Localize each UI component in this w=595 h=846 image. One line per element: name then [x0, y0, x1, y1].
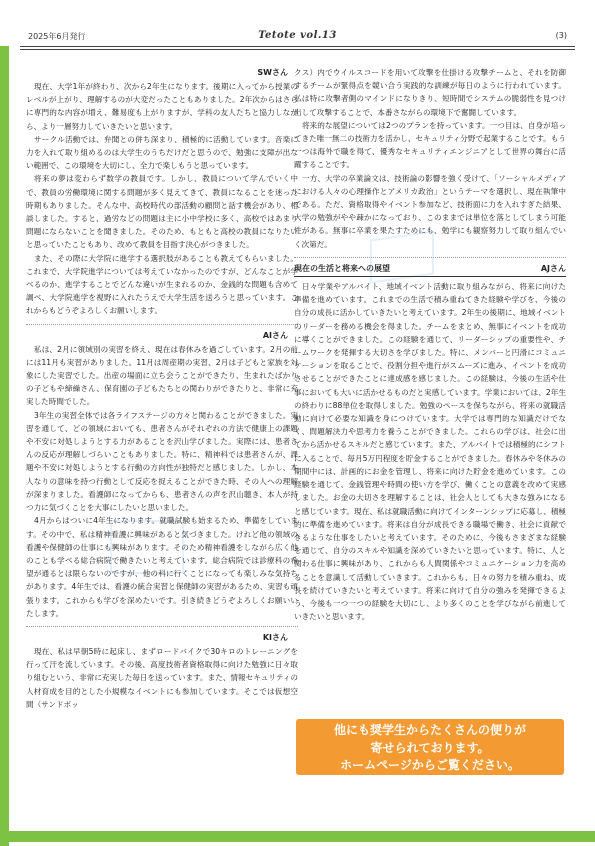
section-heading	[294, 262, 566, 277]
section-divider	[26, 626, 298, 627]
section-divider	[26, 324, 298, 325]
author-ai: AIさん	[262, 330, 288, 340]
bottom-accent-bar	[0, 831, 595, 842]
header-rule-secondary	[20, 49, 575, 50]
ki-paragraph-1: 現在、私は早朝5時に起床し、まずロードバイクで30キロのトレーニングを行って汗を流しています。その後、高度技術者資格取得に向けた勉強に日々取り組むという、非常に充実した毎日を送っています。また、情報セキュリティの人材育成を目的とした小規模なイベントにも参加しています。そこでは仮想空間（サンドボッ	[26, 646, 299, 709]
section-divider	[294, 257, 566, 258]
ai-paragraph-2: 3年生の実習全体では各ライフステージの方々と関わることができました。実習を通して、どの領域においても、患者さんがそれぞれの方法で健康上の課題や不安に対処しようとする力があることを沢山学びました。実際には、患者さんの反応が理解しづらいこともありました。特に、精神科では患者さんが、課題や不安に対処しようとする行動の方向性が独特だと感じました。しかし、本人なりの意味を持つ行動として反応を捉えることができた時、その人への理解が深まりました。看護師になってからも、患者さんの声を沢山聴き、本人が持つ力に気づくことを大事にしたいと思いました。	[26, 410, 298, 513]
sw-paragraph-2: サークル活動では、弁聞との併ち深まり、積極的に活動しています。音楽に力を入れて取り組めるのは大学生のうちだけだと思うので、勉強に支障が出ない範囲で、この環境を大切にし、全力で楽しもうと思っています。	[26, 134, 298, 171]
page-header	[20, 30, 575, 44]
right-column	[294, 66, 566, 623]
ai-paragraph-1: 私は、2月に領域別の実習を終え、現在は春休みを過ごしています。2月の前には11月も実習がありました。11月は周産期の実習、2月は子どもと家族を対象にした実習でした。出産の場面に立ち会うことができたり、生まれたばかりの子どもや締繰さん、保育園の子どもたちとの関わりができたりと、非常に充実した時間でした。	[26, 344, 298, 407]
section-title: 現在の生活と将来への展望	[294, 263, 390, 273]
callout-line-1: 他にも奨学生からたくさんの便りが	[333, 723, 526, 737]
author-aj: AJさん	[540, 263, 566, 273]
author-sw: SWさん	[257, 68, 288, 77]
ai-paragraph-3: 4月からはついに4年生になります。就職試験も始まるため、準備をしています。その中で、私は精神看護に興味があると気づきました。けれど他の領域の看護や保健師の仕事にも興味があります。そのため精神看護をしながら広く他のことも学べる総合病院で働きたいと考えています。総合病院では診療科の希望が通るとは限らないのですが、他の科に行くことになっても楽しみな気持ちがあります。4年生では、看護の統合実習と保健師の実習があるため、実習も頑張ります。これからも学びを深めたいです。引き続きどうぞよろしくお願いいたします。	[26, 516, 298, 618]
sw-paragraph-3: 将来の夢は変わらず数学の教員です。しかし、教員について学んでいく中で、教員の労働環境に関する問題が多く見えてきて、教員になることを迷った時期もありました。そんな中、高校時代の部活動の顧問と話す機会があり、相談しました。すると、過労などの問題は主に小中学校に多く、高校ではあまり問題にならないことを聞きました。そのため、もともと高校の教員になりたいと思っていたこともあり、改めて教員を目指す決心がつきました。	[26, 174, 298, 250]
aj-paragraph-1: 日々学業やアルバイト、地域イベント活動に取り組みながら、将来に向けた準備を進めています。これまでの生活で積み重ねてきた経験や学びを、今後の自分の成長に活かしていきたいと考えています。2年生の後期に、地域イベントのリーダーを務める機会を得ました。チームをまとめ、無事にイベントを成功に導くことができました。この経験を通じて、リーダーシップの重要性や、チームワークを発揮する大切さを学びました。特に、メンバーと円滑にコミュニケーションを取ることで、役割分担や進行がスムーズに進み、イベントを成功させることができたことに達成感を感じました。この経験は、今後の生活や仕事においても大いに活かせるものだと実感しています。学業においては、2年生の終わりに88単位を取得しました。勉強のペースを保ちながら、将来の就職活動に向けて必要な知識を身につけています。大学では専門的な知識だけでなく、問題解決力や思考力を養うことができました。これらの学びは、社会に出てから活かせるスキルだと感じています。また、アルバイトでは積極的にシフトに入ることで、毎月5万円程度を貯金することができました。春休みや冬休みの期間中には、計画的にお金を管理し、将来に向けた貯金を進めています。この経験を通じて、金銭管理や時間の使い方を学び、働くことの意義を改めて実感しました。お金の大切さを理解することは、社会人としても大きな強みになると感じています。現在、私は就職活動に向けてインターンシップに応募し、積極的に準備を進めています。将来は自分が成長できる職場で働き、社会に貢献できるような仕事をしたいと考えています。そのために、今後もさまざまな経験を通じて、自分のスキルや知識を深めていきたいと思っています。特に、人と関わる仕事に興味があり、これからも人間関係やコミュニケーション力を高めることを意識して活動していきます。これからも、日々の努力を積み重ね、成長を続けていきたいと考えています。将来に向けて自分の強みを発揮できるよう、今後も一つ一つの経験を大切にし、より多くのことを学びながら前進していきたいと思います。	[294, 282, 566, 622]
homepage-callout-banner	[296, 719, 564, 775]
author-ki: KIさん	[262, 632, 288, 642]
callout-line-3: ホームページからご覧ください。	[340, 758, 520, 772]
sw-paragraph-1: 現在、大学1年が終わり、次から2年生になります。後期に入ってから授業のレベルが上がり、理解するのが大変だったこともありました。2年次からはさらに専門的な内容が増え、難易度も上がりますが、学科の友人たちと協力しながら、より一層努力していきたいと思います。	[26, 82, 298, 131]
header-rule	[20, 46, 575, 47]
left-column	[26, 66, 298, 711]
newsletter-title: Tetote vol.13	[258, 30, 337, 41]
sw-paragraph-4: また、その際に大学院に進学する選択肢があることも教えてもらいました。これまで、大学院進学については考えていなかったのですが、どんなことが学べるのか、進学することでどんな違いが生まれるのか、金銭的な問題も含めて調べ、大学院進学を視野に入れたうえで大学生活を送ろうと思っています。これからもどうぞよろしくお願いします。	[26, 253, 298, 316]
ki-continued-paragraph-2: 将来的な展望については2つのプランを持っています。一つ目は、自身が培ってきた唯一無二の技術力を活かし、セキュリティ分野で起業することです。もう一つは海外で職を得て、優秀なセキュリティエンジニアとして世界の舞台に活躍することです。	[294, 120, 567, 170]
ki-continued-paragraph-3: 一方、大学の卒業論文は、技術論の影響を強く受けて、「ソーシャルメディアにおける人々の心理操作とアメリカ政治」というテーマを選択し、現在執筆中である。ただ、資格取得やイベント参加など、技術面に力を入れすぎた結果、大学の勉強がやや疎かになっており、このままでは単位を落としてしまう可能性がある。無事に卒業を果たすためにも、勉学にも観察努力して取り組んでいく次第だ。	[294, 173, 566, 249]
page-number: (3)	[555, 31, 567, 40]
ki-continued-paragraph-1: クス）内でウイルスコードを用いて攻撃を仕掛ける攻撃チームと、それを防御するチームが緊得点を競い合う実践的な訓練が毎日のように行われています。私は特に攻撃者側のマインドになりきり、短時間でシステムの脆弱性を見つけ出して攻撃することで、本番さながらの環境下で奮闘しています。	[294, 68, 566, 117]
issue-date: 2025年6月発行	[28, 32, 86, 41]
left-accent-bar	[0, 46, 9, 846]
callout-line-2: 寄せられております。	[370, 740, 490, 755]
